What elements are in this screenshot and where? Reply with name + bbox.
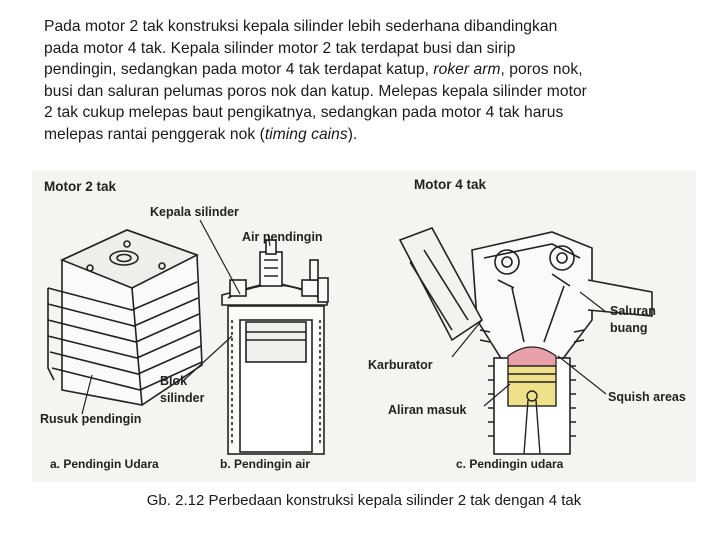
subcaption-c: c. Pendingin udara bbox=[456, 457, 564, 471]
motor-4-tak-title: Motor 4 tak bbox=[414, 177, 487, 192]
label-aliran-masuk: Aliran masuk bbox=[388, 403, 467, 417]
paragraph-line: Pada motor 2 tak konstruksi kepala silinder lebih sederhana dibandingkan bbox=[44, 18, 558, 35]
label-kepala-silinder: Kepala silinder bbox=[150, 205, 239, 219]
label-rusuk-pendingin: Rusuk pendingin bbox=[40, 412, 142, 426]
paragraph-text: , poros nok, bbox=[500, 61, 583, 79]
paragraph-line: busi dan saluran pelumas poros nok dan katup. Melepas kepala silinder motor bbox=[44, 82, 587, 100]
paragraph-line: 2 tak cukup melepas baut pengikatnya, sedangkan pada motor 4 tak harus bbox=[44, 104, 564, 122]
paragraph-text: pendingin, sedangkan pada motor 4 tak terdapat katup, bbox=[44, 61, 434, 79]
piston-highlight bbox=[508, 366, 556, 406]
label-blok: Blok bbox=[160, 374, 188, 388]
paragraph-line bbox=[44, 124, 694, 146]
engine-comparison-figure bbox=[32, 170, 696, 482]
label-squish-areas: Squish areas bbox=[608, 390, 686, 404]
paragraph-italic-term: timing cains bbox=[264, 125, 348, 143]
label-buang: buang bbox=[610, 321, 648, 335]
figure-caption: Gb. 2.12 Perbedaan konstruksi kepala silinder 2 tak dengan 4 tak bbox=[146, 492, 582, 509]
motor-2-tak-title: Motor 2 tak bbox=[44, 179, 117, 194]
paragraph-line bbox=[44, 59, 694, 81]
paragraph-line: pada motor 4 tak. Kepala silinder motor 2 tak terdapat busi dan sirip bbox=[44, 39, 516, 57]
label-karburator: Karburator bbox=[368, 358, 433, 372]
subcaption-a: a. Pendingin Udara bbox=[50, 457, 159, 471]
label-saluran: Saluran bbox=[610, 304, 656, 318]
figure-illustration bbox=[32, 170, 696, 482]
paragraph-italic-term: roker arm bbox=[433, 61, 501, 79]
label-air-pendingin: Air pendingin bbox=[242, 230, 323, 244]
intro-paragraph bbox=[44, 16, 694, 146]
paragraph-text: melepas rantai penggerak nok ( bbox=[44, 125, 265, 143]
water-cooled-cylinder-drawing bbox=[222, 240, 328, 454]
subcaption-b: b. Pendingin air bbox=[220, 457, 311, 471]
paragraph-text: ). bbox=[347, 125, 358, 143]
label-silinder: silinder bbox=[160, 391, 205, 405]
